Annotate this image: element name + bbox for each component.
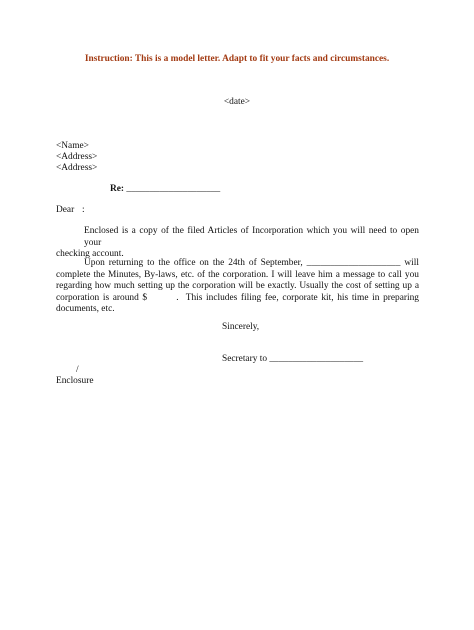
re-line xyxy=(110,184,220,194)
paragraph-line: Enclosed is a copy of the filed Articles of Incorporation which you will need to open your xyxy=(84,226,419,248)
closing: Sincerely, xyxy=(222,322,260,332)
paragraph-enclosed xyxy=(56,226,419,261)
paragraph-line: corporation is around $ . This includes filing fee, corporate kit, his time in preparing xyxy=(56,292,419,303)
date-placeholder: <date> xyxy=(223,97,251,107)
salutation-colon: : xyxy=(82,205,85,215)
re-blank: ____________________ xyxy=(126,184,221,194)
recipient-address-line-2: <Address> xyxy=(56,163,98,173)
paragraph-line: complete the Minutes, By-laws, etc. of the corporation. I will leave him a message to call you xyxy=(56,269,419,280)
enclosure-note: Enclosure xyxy=(56,376,94,386)
paragraph-returning xyxy=(56,258,419,316)
paragraph-line: Upon returning to the office on the 24th of September, ____________________ will xyxy=(84,258,419,268)
salutation xyxy=(56,205,85,215)
paragraph-line: regarding how much setting up the corporation will be exactly. Usually the cost of setting up a xyxy=(56,281,419,291)
signature-line: Secretary to ____________________ xyxy=(222,354,364,364)
re-label: Re: xyxy=(110,184,125,194)
salutation-text: Dear xyxy=(56,205,75,215)
paragraph-line: documents, etc. xyxy=(56,304,115,314)
recipient-address-line-1: <Address> xyxy=(56,152,98,162)
initials-slash: / xyxy=(76,365,79,375)
instruction-heading: Instruction: This is a model letter. Adapt to fit your facts and circumstances. xyxy=(84,54,390,64)
paragraph-line: checking account. xyxy=(56,249,124,259)
recipient-name: <Name> xyxy=(56,141,89,151)
